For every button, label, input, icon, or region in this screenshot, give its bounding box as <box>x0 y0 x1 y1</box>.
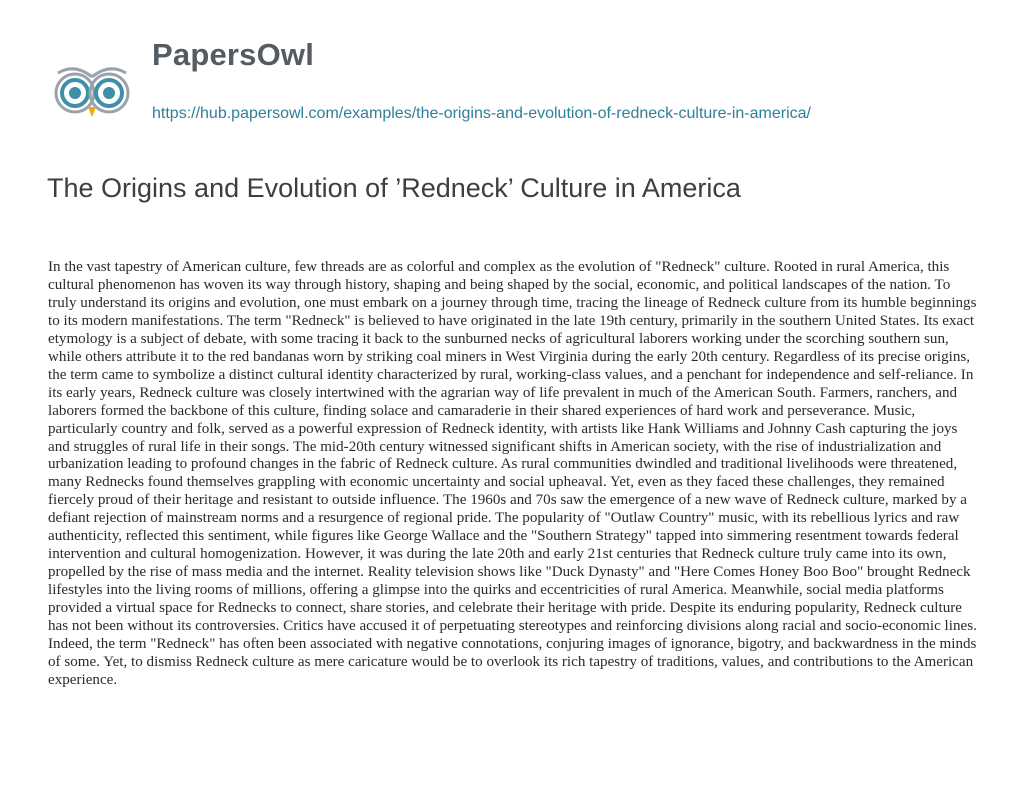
article-body: In the vast tapestry of American culture, few threads are as colorful and complex as the evolution of "Redneck" culture. Rooted in rural America, this cultural phenomenon has woven its way through history, shaping and being shaped by the social, economic, and political landscapes of the nation. To truly understand its origins and evolution, one must embark on a journey through time, tracing the lineage of Redneck culture from its humble beginnings to its modern manifestations. The term "Redneck" is believed to have originated in the late 19th century, primarily in the southern United States. Its exact etymology is a subject of debate, with some tracing it back to the sunburned necks of agricultural laborers working under the scorching southern sun, while others attribute it to the red bandanas worn by striking coal miners in West Virginia during the early 20th century. Regardless of its precise origins, the term came to symbolize a distinct cultural identity characterized by rural, working-class values, and a penchant for independence and self-reliance. In its early years, Redneck culture was closely intertwined with the agrarian way of life prevalent in much of the American South. Farmers, ranchers, and laborers formed the backbone of this culture, finding solace and camaraderie in their shared experiences of hard work and perseverance. Music, particularly country and folk, served as a powerful expression of Redneck identity, with artists like Hank Williams and Johnny Cash capturing the joys and struggles of rural life in their songs. The mid-20th century witnessed significant shifts in American society, with the rise of industrialization and urbanization leading to profound changes in the fabric of Redneck culture. As rural communities dwindled and traditional livelihoods were threatened, many Rednecks found themselves grappling with economic uncertainty and social upheaval. Yet, even as they faced these challenges, they remained fiercely proud of their heritage and resistant to outside influence. The 1960s and 70s saw the emergence of a new wave of Redneck culture, marked by a defiant rejection of mainstream norms and a resurgence of regional pride. The popularity of "Outlaw Country" music, with its rebellious lyrics and raw authenticity, reflected this sentiment, while figures like George Wallace and the "Southern Strategy" tapped into simmering resentment towards federal intervention and cultural homogenization. However, it was during the late 20th and early 21st centuries that Redneck culture truly came into its own, propelled by the rise of mass media and the internet. Reality television shows like "Duck Dynasty" and "Here Comes Honey Boo Boo" brought Redneck lifestyles into the living rooms of millions, offering a glimpse into the quirks and eccentricities of rural America. Meanwhile, social media platforms provided a virtual space for Rednecks to connect, share stories, and celebrate their heritage with pride. Despite its enduring popularity, Redneck culture has not been without its controversies. Critics have accused it of perpetuating stereotypes and reinforcing divisions along racial and socio-economic lines. Indeed, the term "Redneck" has often been associated with negative connotations, conjuring images of ignorance, bigotry, and backwardness in the minds of some. Yet, to dismiss Redneck culture as mere caricature would be to overlook its rich tapestry of traditions, values, and contributions to the American experience. <box>48 259 977 688</box>
owl-eyes-icon <box>48 45 136 133</box>
papersowl-logo <box>48 45 136 133</box>
site-header <box>48 37 988 137</box>
source-url-link[interactable]: https://hub.papersowl.com/examples/the-origins-and-evolution-of-redneck-culture-in-america/ <box>152 105 811 122</box>
article-title: The Origins and Evolution of ’Redneck’ Culture in America <box>47 173 741 203</box>
brand-name: PapersOwl <box>152 37 315 72</box>
